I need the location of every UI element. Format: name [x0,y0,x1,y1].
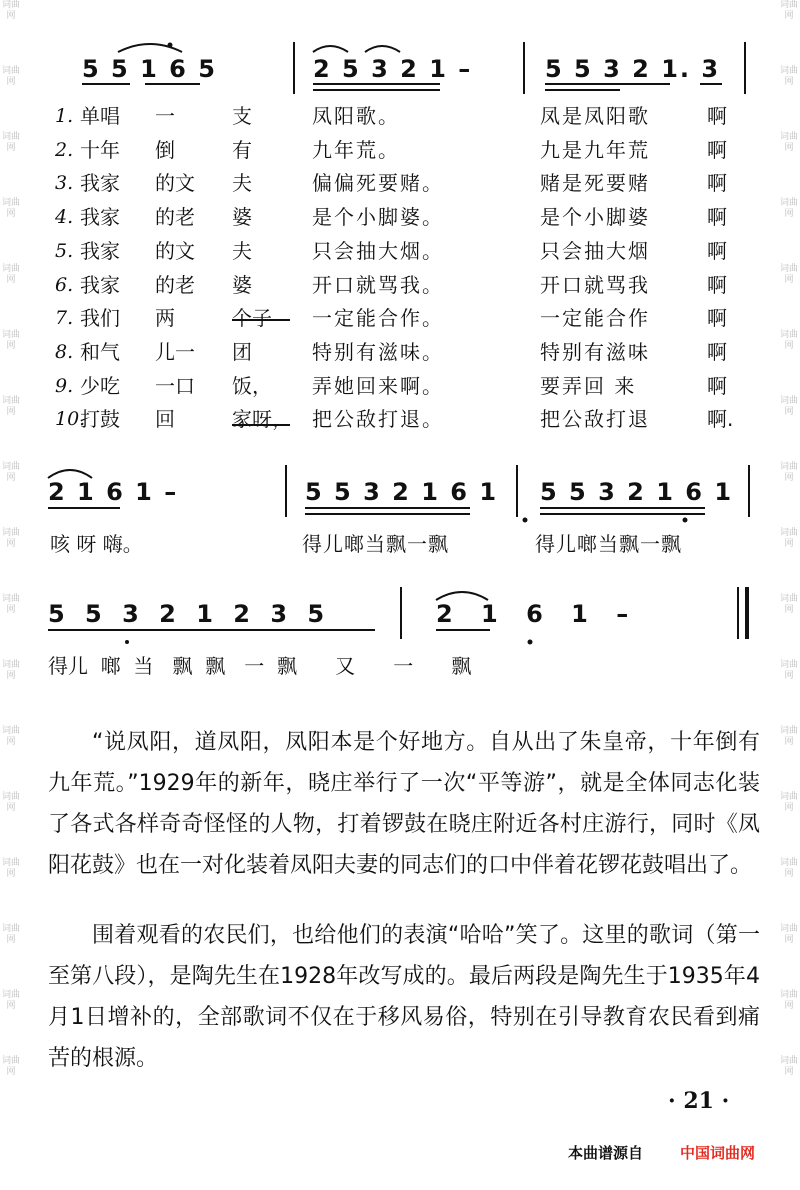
verse-col-e: 凤是凤阳歌 九是九年荒 赌是死要赌 是个小脚婆 只会抽大烟 开口就骂我 一定能合作 特别有滋味 要弄回 来 把公敌打退 [540,104,650,432]
verse-col-c: 支 有 夫 婆 夫 婆 个子 团 饭， 家呀， [232,104,292,432]
barline [285,465,287,517]
final-barline [745,587,749,639]
lyric-line-2b: 得儿啷当飘一飘 [302,532,449,556]
verse-numbers: 1. 2. 3. 4. 5. 6. 7. 8. 9. 10. [55,105,86,431]
barline [516,465,518,517]
measure-2-notes: 2 5 3 2 1 – [313,55,473,83]
verse-col-f: 啊 啊 啊 啊 啊 啊 啊 啊 啊 啊. [707,104,734,432]
measure-3-notes: 5 5 3 2 1. 3 [545,55,721,83]
measure-1-notes: 5 5 1 6 5 [82,55,217,83]
verse-col-b: 一 倒 的文 的老 的文 的老 两 儿一 一口 回 [155,104,195,432]
verse-col-a: 单唱 十年 我家 我家 我家 我家 我们 和气 少吃 打鼓 [80,104,120,432]
footer-site-link[interactable]: 中国词曲网 [680,1144,756,1162]
watermark-left: 词曲网 词曲网 词曲网 词曲网 词曲网 词曲网 词曲网 词曲网 词曲网 词曲网 词曲网 词曲网 词曲网 词曲网 词曲网 词曲网 词曲网 [2,0,20,1077]
page-number: · 21 · [668,1088,730,1114]
paragraph-1: “说凤阳，道凤阳，凤阳本是个好地方。自从出了朱皇帝，十年倒有九年荒。”1929年的新年，晓庄举行了一次“平等游”，就是全体同志化装了各式各样奇奇怪怪的人物，打着锣鼓在晓庄附近各村庄游行，同时《凤阳花鼓》也在一对化装着凤阳夫妻的同志们的口中伴着花锣花鼓唱出了。 [48,730,760,878]
measure-8-notes: 2 1 6 1 – [436,600,631,628]
measure-4-notes: 2 1 6 1 – [48,478,179,506]
verse-col-d: 凤阳歌。 九年荒。 偏偏死要赌。 是个小脚婆。 只会抽大烟。 开口就骂我。 一定能合作。 特别有滋味。 弄她回来啊。 把公敌打退。 [312,104,444,432]
measure-6-notes: 5 5 3 2 1 6 1 [540,478,734,506]
lyric-line-2a: 咳 呀 嗨。 [50,532,143,556]
lyric-line-3: 得儿 啷 当 飘 飘 一 飘 又 一 飘 [48,654,472,678]
lyric-line-2c: 得儿啷当飘一飘 [535,532,682,556]
measure-7-notes: 5 5 3 2 1 2 3 5 [48,600,327,628]
barline [737,587,739,639]
paragraph-2: 围着观看的农民们，也给他们的表演“哈哈”笑了。这里的歌词（第一至第八段），是陶先生在1928年改写成的。最后两段是陶先生于1935年4月1日增补的，全部歌词不仅在于移风易俗，特别在引导教育农民看到痛苦的根源。 [48,923,760,1071]
barline [748,465,750,517]
barline [400,587,402,639]
footer-source-label: 本曲谱源自 [568,1144,644,1162]
watermark-right: 词曲网 词曲网 词曲网 词曲网 词曲网 词曲网 词曲网 词曲网 词曲网 词曲网 词曲网 词曲网 词曲网 词曲网 词曲网 词曲网 词曲网 [780,0,798,1077]
measure-5-notes: 5 5 3 2 1 6 1 [305,478,499,506]
